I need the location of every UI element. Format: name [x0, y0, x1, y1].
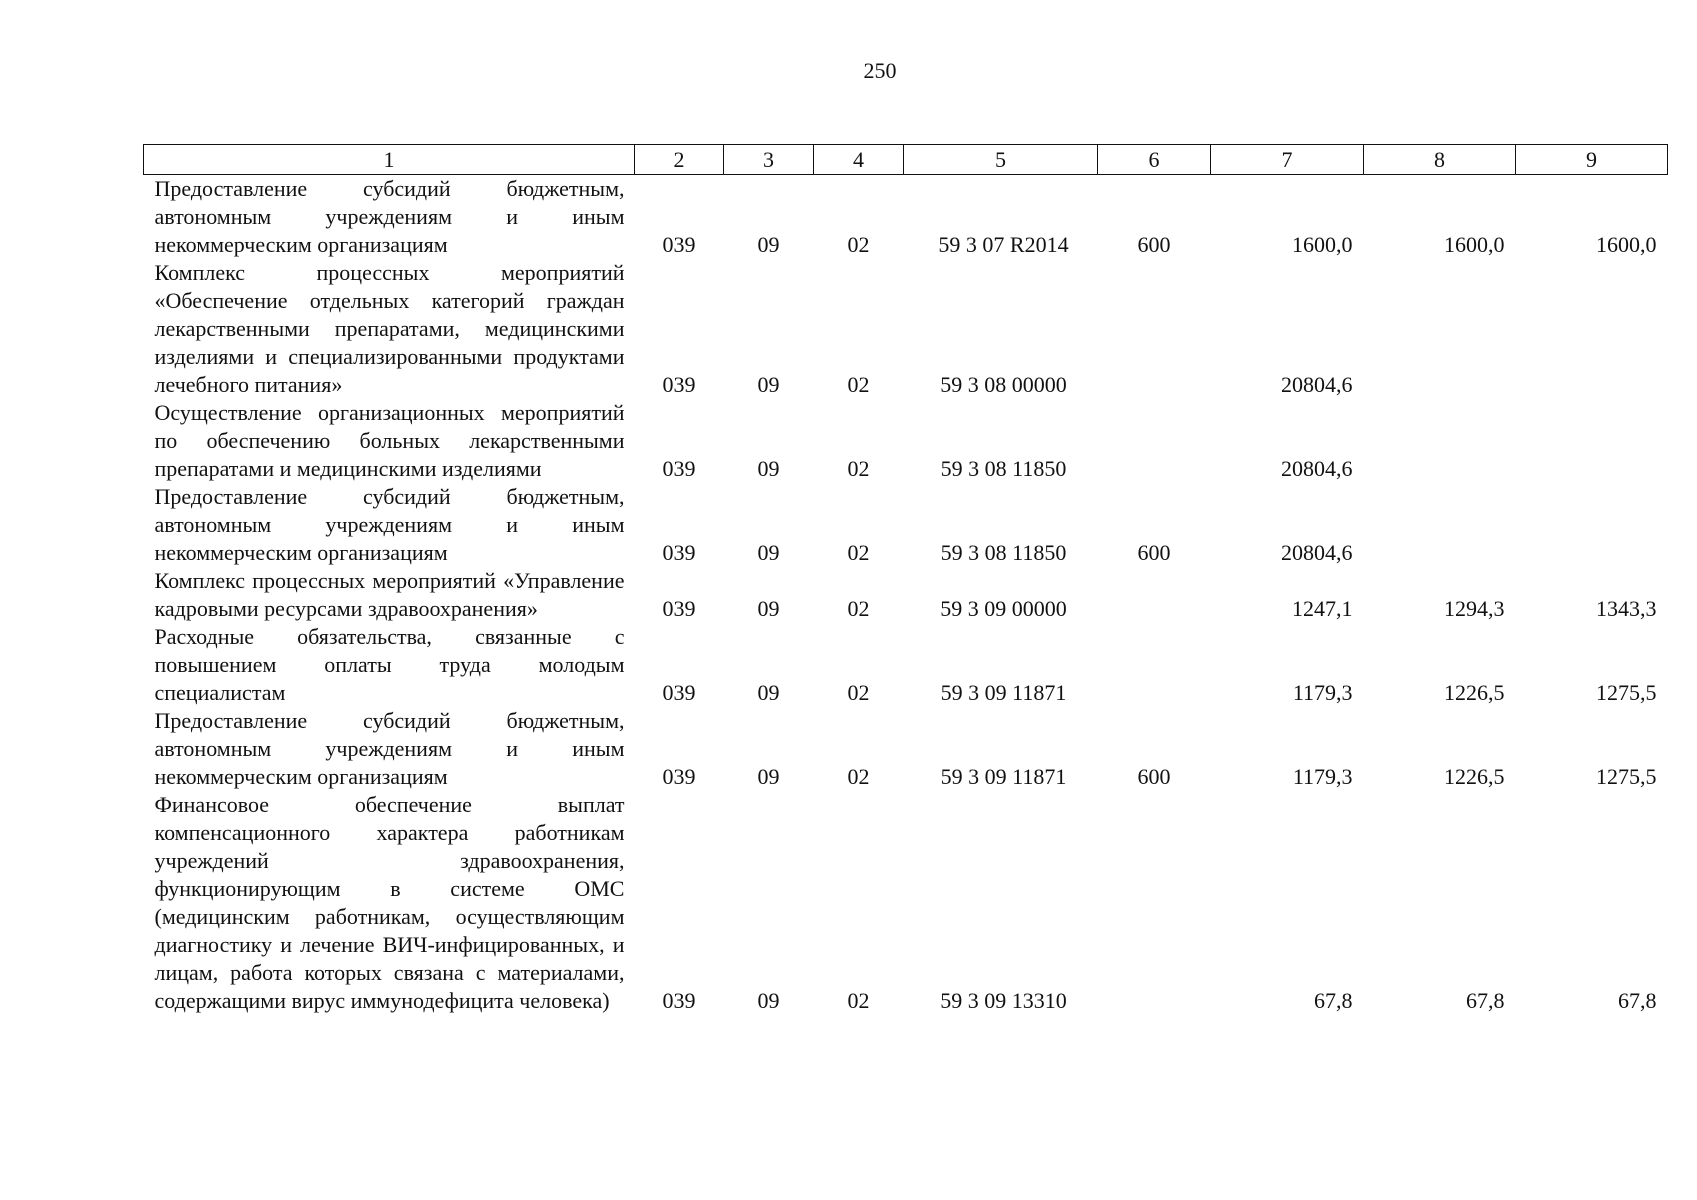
amount-year2-cell: 1226,5 — [1444, 680, 1505, 705]
table-row — [144, 483, 1668, 567]
ministry-code-cell: 039 — [662, 596, 696, 621]
amount-year2-cell: 67,8 — [1466, 988, 1505, 1013]
subsection-code-cell: 02 — [847, 764, 870, 789]
expense-type-cell: 600 — [1137, 764, 1171, 789]
ministry-code-cell: 039 — [662, 232, 696, 257]
column-header-3: 3 — [724, 145, 814, 175]
amount-year1-cell: 1179,3 — [1292, 680, 1353, 705]
target-article-cell: 59 3 09 11871 — [940, 680, 1067, 705]
expense-type-cell — [1098, 623, 1211, 707]
amount-year2-cell — [1364, 483, 1516, 567]
amount-year2-cell: 1226,5 — [1444, 764, 1505, 789]
row-name-cell: Расходные обязательства, связанные с повышением оплаты труда молодым специалистам — [154, 624, 625, 705]
row-name-cell: Предоставление субсидий бюджетным, автономным учреждениям и иным некоммерческим организациям — [154, 484, 625, 565]
expense-type-cell — [1098, 259, 1211, 399]
expense-type-cell — [1098, 399, 1211, 483]
amount-year3-cell: 1600,0 — [1596, 232, 1657, 257]
row-name-cell: Финансовое обеспечение выплат компенсационного характера работникам учреждений здравоохранения, функционирующим в системе ОМС (медицинским работникам, осуществляющим диагностику и лечение ВИЧ-инфицированных, и лицам, работа которых связана с материалами, содержащими вирус иммунодефицита человека) — [154, 792, 625, 1013]
ministry-code-cell: 039 — [662, 540, 696, 565]
table-row — [144, 259, 1668, 399]
amount-year1-cell: 1179,3 — [1292, 764, 1353, 789]
subsection-code-cell: 02 — [847, 680, 870, 705]
ministry-code-cell: 039 — [662, 764, 696, 789]
amount-year2-cell: 1294,3 — [1444, 596, 1505, 621]
ministry-code-cell: 039 — [662, 456, 696, 481]
row-name-cell: Комплекс процессных мероприятий «Управление кадровыми ресурсами здравоохранения» — [154, 568, 625, 621]
row-name-cell: Предоставление субсидий бюджетным, автономным учреждениям и иным некоммерческим организациям — [154, 176, 625, 257]
table-row — [144, 399, 1668, 483]
row-name-cell: Предоставление субсидий бюджетным, автономным учреждениям и иным некоммерческим организациям — [154, 708, 625, 789]
table-row — [144, 623, 1668, 707]
column-header-7: 7 — [1211, 145, 1364, 175]
table-row — [144, 707, 1668, 791]
subsection-code-cell: 02 — [847, 372, 870, 397]
amount-year1-cell: 20804,6 — [1281, 540, 1353, 565]
section-code-cell: 09 — [757, 456, 780, 481]
amount-year1-cell: 20804,6 — [1281, 456, 1353, 481]
section-code-cell: 09 — [757, 540, 780, 565]
target-article-cell: 59 3 09 13310 — [940, 988, 1067, 1013]
budget-table — [143, 144, 1668, 1015]
amount-year2-cell — [1364, 399, 1516, 483]
expense-type-cell — [1098, 567, 1211, 623]
expense-type-cell: 600 — [1137, 540, 1171, 565]
amount-year1-cell: 67,8 — [1314, 988, 1353, 1013]
section-code-cell: 09 — [757, 680, 780, 705]
ministry-code-cell: 039 — [662, 680, 696, 705]
amount-year3-cell: 67,8 — [1618, 988, 1657, 1013]
subsection-code-cell: 02 — [847, 540, 870, 565]
section-code-cell: 09 — [757, 232, 780, 257]
amount-year3-cell — [1516, 399, 1668, 483]
subsection-code-cell: 02 — [847, 456, 870, 481]
column-header-1: 1 — [144, 145, 635, 175]
section-code-cell: 09 — [757, 988, 780, 1013]
amount-year2-cell: 1600,0 — [1444, 232, 1505, 257]
column-header-4: 4 — [814, 145, 904, 175]
target-article-cell: 59 3 08 00000 — [940, 372, 1067, 397]
amount-year1-cell: 20804,6 — [1281, 372, 1353, 397]
table-header-row — [144, 145, 1668, 175]
amount-year3-cell — [1516, 259, 1668, 399]
target-article-cell: 59 3 08 11850 — [940, 540, 1067, 565]
column-header-6: 6 — [1098, 145, 1211, 175]
ministry-code-cell: 039 — [662, 988, 696, 1013]
section-code-cell: 09 — [757, 596, 780, 621]
amount-year3-cell — [1516, 483, 1668, 567]
expense-type-cell: 600 — [1137, 232, 1171, 257]
amount-year2-cell — [1364, 259, 1516, 399]
subsection-code-cell: 02 — [847, 232, 870, 257]
target-article-cell: 59 3 08 11850 — [940, 456, 1067, 481]
column-header-9: 9 — [1516, 145, 1668, 175]
target-article-cell: 59 3 09 11871 — [940, 764, 1067, 789]
subsection-code-cell: 02 — [847, 596, 870, 621]
page-number: 250 — [863, 58, 897, 83]
ministry-code-cell: 039 — [662, 372, 696, 397]
column-header-2: 2 — [635, 145, 724, 175]
column-header-5: 5 — [904, 145, 1098, 175]
amount-year3-cell: 1343,3 — [1596, 596, 1657, 621]
subsection-code-cell: 02 — [847, 988, 870, 1013]
table-row — [144, 791, 1668, 1015]
amount-year3-cell: 1275,5 — [1596, 764, 1657, 789]
table-row — [144, 567, 1668, 623]
row-name-cell: Комплекс процессных мероприятий «Обеспечение отдельных категорий граждан лекарственными препаратами, медицинскими изделиями и специализированными продуктами лечебного питания» — [154, 260, 625, 397]
table-row — [144, 175, 1668, 260]
row-name-cell: Осуществление организационных мероприятий по обеспечению больных лекарственными препаратами и медицинскими изделиями — [154, 400, 625, 481]
amount-year1-cell: 1600,0 — [1292, 232, 1353, 257]
column-header-8: 8 — [1364, 145, 1516, 175]
amount-year3-cell: 1275,5 — [1596, 680, 1657, 705]
target-article-cell: 59 3 09 00000 — [940, 596, 1067, 621]
amount-year1-cell: 1247,1 — [1292, 596, 1353, 621]
expense-type-cell — [1098, 791, 1211, 1015]
target-article-cell: 59 3 07 R2014 — [938, 232, 1069, 257]
section-code-cell: 09 — [757, 764, 780, 789]
section-code-cell: 09 — [757, 372, 780, 397]
